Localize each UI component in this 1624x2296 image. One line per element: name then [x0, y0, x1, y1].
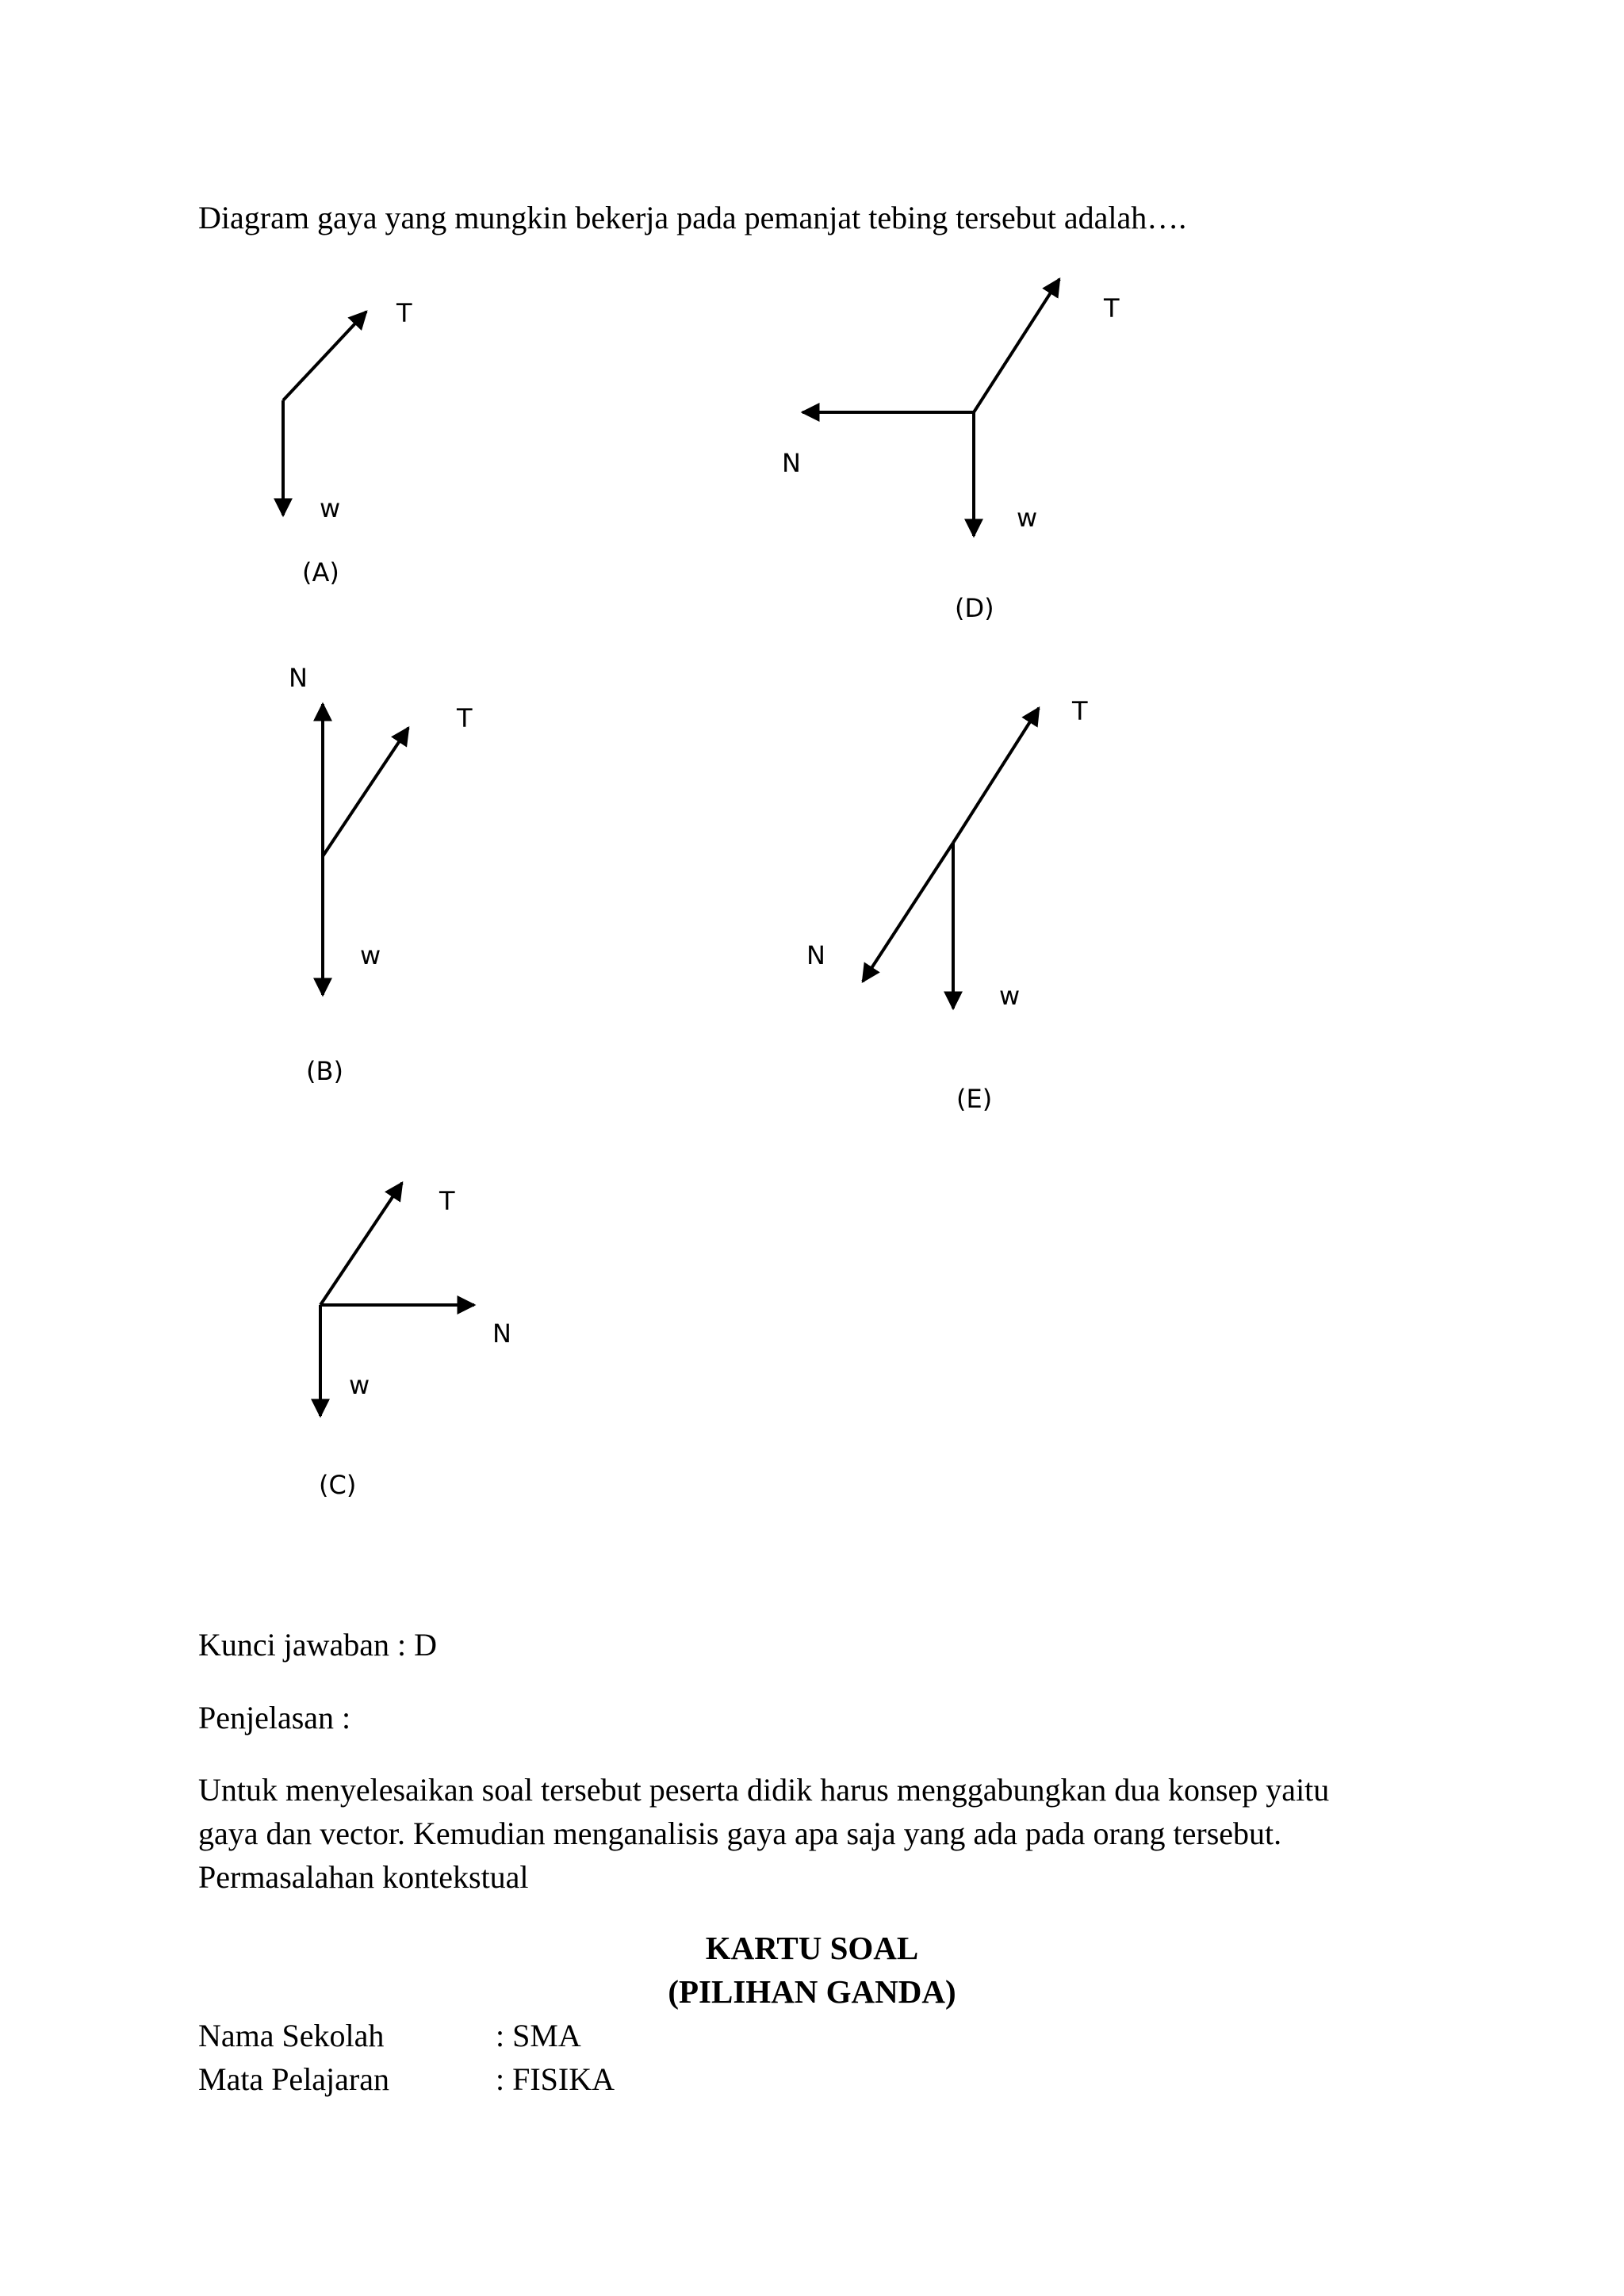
diagram-b-t-label: T: [457, 703, 473, 733]
card-title: KARTU SOAL: [705, 1930, 919, 1966]
diagram-b-tension-arrow: [323, 728, 408, 856]
explanation-line-3: Permasalahan kontekstual: [198, 1859, 529, 1895]
diagram-b-option-label: (B): [306, 1056, 343, 1086]
info-value-school: : SMA: [496, 2018, 581, 2053]
explanation-line-1: Untuk menyelesaikan soal tersebut peserta didik harus menggabungkan dua konsep yaitu: [198, 1772, 1330, 1808]
diagram-c-t-label: T: [439, 1186, 455, 1216]
diagram-e-option-label: (E): [956, 1084, 993, 1114]
diagram-d-tension-arrow: [974, 279, 1059, 412]
diagram-d-option-label: (D): [955, 593, 994, 623]
diagram-e-t-label: T: [1072, 696, 1088, 726]
diagram-a-t-label: T: [396, 298, 412, 328]
explanation-label: Penjelasan :: [198, 1700, 351, 1735]
diagram-b-w-label: w: [360, 940, 381, 970]
diagram-d: [782, 279, 1120, 623]
answer-key: Kunci jawaban : D: [198, 1627, 438, 1663]
diagram-d-n-label: N: [782, 448, 801, 478]
info-row-subject: [198, 2057, 615, 2101]
diagram-d-t-label: T: [1104, 293, 1120, 323]
diagram-d-w-label: w: [1017, 503, 1038, 533]
diagram-e: [806, 696, 1088, 1114]
diagram-e-n-label: N: [806, 940, 825, 970]
question-text: Diagram gaya yang mungkin bekerja pada pemanjat tebing tersebut adalah….: [198, 200, 1187, 235]
diagram-a-option-label: (A): [302, 557, 339, 587]
diagram-c-tension-arrow: [320, 1183, 402, 1305]
diagram-e-normal-arrow: [863, 843, 953, 982]
info-label-subject: Mata Pelajaran: [198, 2061, 389, 2097]
diagram-b: [289, 663, 473, 1086]
diagram-e-tension-arrow: [953, 708, 1039, 843]
diagram-c-n-label: N: [492, 1318, 511, 1349]
diagram-b-n-label: N: [289, 663, 308, 693]
diagram-a: [283, 298, 412, 587]
explanation-line-2: gaya dan vector. Kemudian menganalisis gaya apa saja yang ada pada orang tersebut.: [198, 1816, 1282, 1851]
info-label-school: Nama Sekolah: [198, 2018, 385, 2053]
diagram-c-option-label: (C): [319, 1470, 357, 1500]
diagram-c-w-label: w: [349, 1370, 370, 1400]
info-row-school: [198, 2014, 581, 2057]
diagram-a-w-label: w: [320, 493, 341, 523]
card-subtitle: (PILIHAN GANDA): [668, 1973, 956, 2010]
info-value-subject: : FISIKA: [496, 2061, 615, 2097]
diagram-c: [319, 1183, 511, 1500]
diagram-e-w-label: w: [999, 981, 1021, 1011]
diagram-a-tension-arrow: [283, 312, 366, 400]
